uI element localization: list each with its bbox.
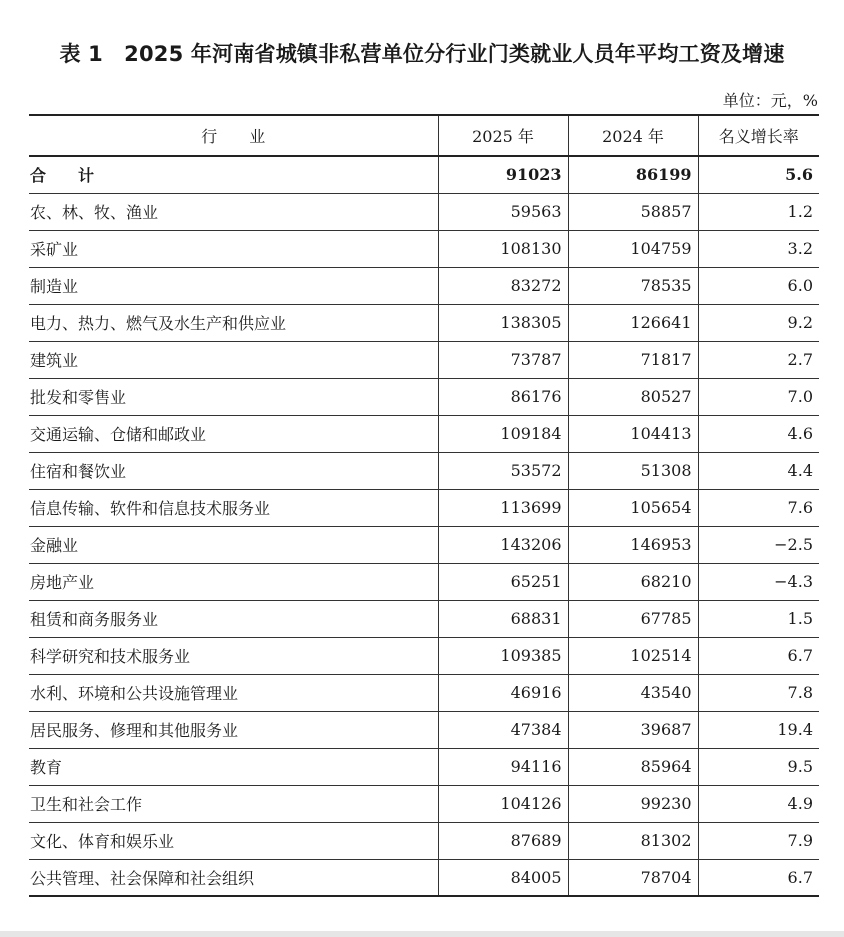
value-2025-cell: 53572 <box>438 452 568 489</box>
header-row <box>29 115 819 156</box>
value-2024-cell: 67785 <box>568 600 698 637</box>
industry-cell: 采矿业 <box>29 230 438 267</box>
table-row <box>29 489 819 526</box>
table-row <box>29 378 819 415</box>
industry-cell: 住宿和餐饮业 <box>29 452 438 489</box>
industry-cell: 水利、环境和公共设施管理业 <box>29 674 438 711</box>
value-2024-cell: 68210 <box>568 563 698 600</box>
growth-rate-cell: 7.0 <box>698 378 819 415</box>
value-2025-cell: 83272 <box>438 267 568 304</box>
growth-rate-cell: −4.3 <box>698 563 819 600</box>
value-2024-cell: 85964 <box>568 748 698 785</box>
value-2025-cell: 109184 <box>438 415 568 452</box>
value-2025-cell: 108130 <box>438 230 568 267</box>
total-label: 合 计 <box>29 156 438 193</box>
table-row <box>29 600 819 637</box>
table-row <box>29 563 819 600</box>
industry-cell: 科学研究和技术服务业 <box>29 637 438 674</box>
table-row <box>29 230 819 267</box>
value-2025-cell: 87689 <box>438 822 568 859</box>
value-2025-cell: 143206 <box>438 526 568 563</box>
industry-cell: 信息传输、软件和信息技术服务业 <box>29 489 438 526</box>
total-2024: 86199 <box>568 156 698 193</box>
industry-cell: 卫生和社会工作 <box>29 785 438 822</box>
value-2024-cell: 58857 <box>568 193 698 230</box>
value-2024-cell: 78704 <box>568 859 698 896</box>
table-row <box>29 859 819 896</box>
table-row <box>29 267 819 304</box>
growth-rate-cell: 1.2 <box>698 193 819 230</box>
total-2025: 91023 <box>438 156 568 193</box>
unit-label: 单位：元，% <box>722 91 818 110</box>
growth-rate-cell: 7.8 <box>698 674 819 711</box>
value-2025-cell: 47384 <box>438 711 568 748</box>
value-2024-cell: 126641 <box>568 304 698 341</box>
growth-rate-cell: 4.6 <box>698 415 819 452</box>
growth-rate-cell: 9.5 <box>698 748 819 785</box>
growth-rate-cell: 4.9 <box>698 785 819 822</box>
industry-cell: 教育 <box>29 748 438 785</box>
value-2025-cell: 94116 <box>438 748 568 785</box>
growth-rate-cell: 19.4 <box>698 711 819 748</box>
growth-rate-cell: 6.0 <box>698 267 819 304</box>
bottom-scroll-strip <box>0 931 844 937</box>
header-2024: 2024 年 <box>568 115 698 156</box>
table-row <box>29 748 819 785</box>
table-row <box>29 415 819 452</box>
value-2025-cell: 68831 <box>438 600 568 637</box>
growth-rate-cell: 1.5 <box>698 600 819 637</box>
industry-cell: 房地产业 <box>29 563 438 600</box>
wage-table <box>29 114 819 897</box>
industry-cell: 批发和零售业 <box>29 378 438 415</box>
header-industry: 行 业 <box>29 115 438 156</box>
table-row <box>29 526 819 563</box>
value-2025-cell: 65251 <box>438 563 568 600</box>
value-2024-cell: 81302 <box>568 822 698 859</box>
value-2025-cell: 86176 <box>438 378 568 415</box>
value-2024-cell: 104759 <box>568 230 698 267</box>
header-growth-rate: 名义增长率 <box>698 115 819 156</box>
total-growth: 5.6 <box>698 156 819 193</box>
growth-rate-cell: −2.5 <box>698 526 819 563</box>
value-2024-cell: 105654 <box>568 489 698 526</box>
industry-cell: 金融业 <box>29 526 438 563</box>
value-2024-cell: 39687 <box>568 711 698 748</box>
table-row <box>29 637 819 674</box>
value-2024-cell: 146953 <box>568 526 698 563</box>
value-2024-cell: 104413 <box>568 415 698 452</box>
value-2024-cell: 71817 <box>568 341 698 378</box>
industry-cell: 居民服务、修理和其他服务业 <box>29 711 438 748</box>
growth-rate-cell: 7.9 <box>698 822 819 859</box>
total-row <box>29 156 819 193</box>
industry-cell: 租赁和商务服务业 <box>29 600 438 637</box>
industry-cell: 农、林、牧、渔业 <box>29 193 438 230</box>
table-row <box>29 341 819 378</box>
value-2025-cell: 59563 <box>438 193 568 230</box>
growth-rate-cell: 4.4 <box>698 452 819 489</box>
table-row <box>29 452 819 489</box>
value-2024-cell: 102514 <box>568 637 698 674</box>
value-2025-cell: 73787 <box>438 341 568 378</box>
growth-rate-cell: 6.7 <box>698 637 819 674</box>
table-row <box>29 822 819 859</box>
table-row <box>29 711 819 748</box>
industry-cell: 交通运输、仓储和邮政业 <box>29 415 438 452</box>
growth-rate-cell: 3.2 <box>698 230 819 267</box>
growth-rate-cell: 9.2 <box>698 304 819 341</box>
value-2025-cell: 84005 <box>438 859 568 896</box>
table-row <box>29 193 819 230</box>
table-row <box>29 674 819 711</box>
table-row <box>29 785 819 822</box>
industry-cell: 电力、热力、燃气及水生产和供应业 <box>29 304 438 341</box>
value-2024-cell: 99230 <box>568 785 698 822</box>
value-2025-cell: 109385 <box>438 637 568 674</box>
value-2025-cell: 138305 <box>438 304 568 341</box>
table-title: 表 1 2025 年河南省城镇非私营单位分行业门类就业人员年平均工资及增速 <box>59 42 785 66</box>
growth-rate-cell: 7.6 <box>698 489 819 526</box>
industry-cell: 文化、体育和娱乐业 <box>29 822 438 859</box>
header-2025: 2025 年 <box>438 115 568 156</box>
value-2025-cell: 104126 <box>438 785 568 822</box>
growth-rate-cell: 2.7 <box>698 341 819 378</box>
value-2025-cell: 113699 <box>438 489 568 526</box>
value-2024-cell: 51308 <box>568 452 698 489</box>
value-2024-cell: 80527 <box>568 378 698 415</box>
growth-rate-cell: 6.7 <box>698 859 819 896</box>
value-2024-cell: 43540 <box>568 674 698 711</box>
industry-cell: 建筑业 <box>29 341 438 378</box>
industry-cell: 制造业 <box>29 267 438 304</box>
value-2025-cell: 46916 <box>438 674 568 711</box>
industry-cell: 公共管理、社会保障和社会组织 <box>29 859 438 896</box>
value-2024-cell: 78535 <box>568 267 698 304</box>
table-row <box>29 304 819 341</box>
